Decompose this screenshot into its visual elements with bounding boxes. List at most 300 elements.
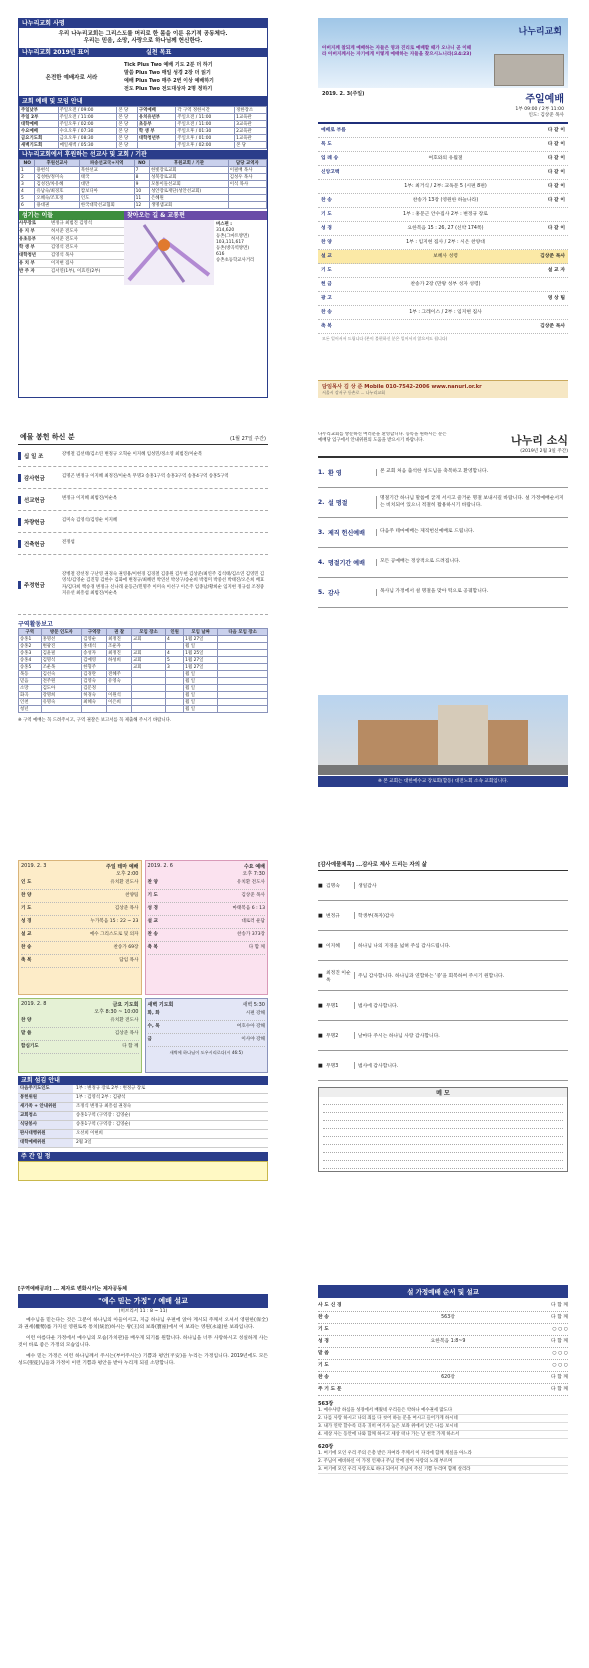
offering-names: 강병철 김선태/김소연 변정규 오혁순 이지혜 임성민/정소영 최범진/이순복	[62, 452, 203, 458]
offering-row	[18, 555, 268, 615]
service-order-item: 찬 양	[147, 880, 158, 885]
cell-cell: 1월 27일	[184, 664, 218, 671]
order-row	[318, 250, 568, 264]
order-leader	[525, 208, 565, 221]
vision-line: 우리는 믿음, 소망, 사랑으로 하나님께 헌신한다.	[83, 38, 203, 44]
serve-row	[18, 1103, 268, 1112]
order-row	[318, 222, 568, 236]
service-order-row	[21, 1015, 139, 1028]
cell-row	[19, 643, 268, 650]
cell-row	[19, 671, 268, 678]
cell-cell: 김명석	[41, 657, 82, 664]
missions-cell: 캄보디아	[79, 188, 134, 195]
staff-names: 변정규 최범진 김영석	[51, 221, 92, 226]
practice-header: 실천 목표	[143, 48, 267, 57]
missions-cell: 1	[20, 167, 35, 174]
cell-cell	[218, 650, 268, 657]
service-order-item: 찬 양	[21, 893, 32, 898]
church-address: 서울시 강서구 등촌로 ... 나누리교회	[322, 390, 385, 395]
cell-cell: 김영순	[82, 636, 107, 643]
order-content	[366, 320, 525, 333]
times-cell: 주일 2부	[20, 114, 59, 121]
order-content: 찬송가 13장 (영원한 하늘나라)	[412, 198, 479, 203]
cell-cell: 월 일	[184, 699, 218, 706]
thanks-list	[318, 871, 568, 1081]
times-cell	[137, 142, 176, 149]
cell-cell	[132, 643, 166, 650]
staff-role: 유 지 부	[19, 229, 35, 234]
page-8-family-worship	[318, 1285, 568, 1650]
cell-cell: 월 일	[184, 706, 218, 713]
denomination-caption: ※ 본 교회는 대한예수교 장로회(합동) 대전노회 소속 교회입니다.	[318, 776, 568, 787]
order-row	[318, 194, 568, 208]
staff-row	[19, 268, 124, 276]
cell-cell	[218, 692, 268, 699]
order-content: 요한복음 15 : 26, 27 (신약 174쪽)	[407, 226, 484, 231]
family-order-item: 사 도 신 경	[318, 1303, 342, 1308]
cell-head-cell: 인원	[166, 629, 184, 636]
missions-cell: 이석 목사	[228, 181, 266, 188]
order-item: 기 도	[321, 212, 332, 217]
order-leader: 다 같 이	[547, 142, 565, 147]
order-content: 1부 : 홍문근 안수집사 2부 : 변정규 장로	[403, 212, 488, 217]
cell-cell	[218, 643, 268, 650]
memo-line	[323, 1153, 563, 1161]
memo-line	[323, 1161, 563, 1169]
church-map	[124, 220, 214, 285]
times-row	[20, 128, 267, 135]
family-order-leader: 다 함 께	[551, 1303, 568, 1308]
page-6-thanks	[318, 860, 568, 1230]
worship-times-header: 교회 예배 및 모임 안내	[19, 97, 267, 106]
order-content: 여호와의 유월절	[428, 156, 463, 161]
staff-role: 유초등부	[19, 237, 36, 242]
memo-title: 메 모	[319, 1088, 567, 1097]
service-leader: 인도: 김상준 목사	[528, 113, 564, 118]
cell-cell: 변광진	[41, 643, 82, 650]
offering-row	[18, 511, 268, 533]
order-leader	[525, 236, 565, 249]
cell-row	[19, 706, 268, 713]
cell-cell	[166, 643, 184, 650]
missions-head-cell: 후원선교사	[35, 160, 79, 167]
missions-cell: 3	[20, 181, 35, 188]
service-order-item: 성 경	[147, 906, 158, 911]
news-number: 1.	[318, 469, 325, 476]
serve-value: 오선희 이현희	[76, 1131, 103, 1136]
times-cell: 정한장소	[235, 107, 267, 114]
cell-cell: 전주원	[41, 678, 82, 685]
service-order-row	[148, 1008, 266, 1021]
news-title: 나누리 소식	[511, 434, 568, 447]
worship-times-table	[19, 106, 267, 149]
service-order-item: 화, 화	[147, 1011, 160, 1016]
service-order-item: 기 도	[147, 893, 158, 898]
cell-cell	[166, 685, 184, 692]
cell-cell	[166, 692, 184, 699]
cell-cell: 1월 27일	[184, 636, 218, 643]
sunday-theme-service: 2019. 2. 3 주일 테마 예배 오후 2:00 인 도 유치환 전도사 찬 양 찬양팀 기 도 김상준 목사 성 경 누가복음 15 : 22 ~ 23 설 교 예수 그리스도로 및 의자 찬 송 찬송가 69장 축 복 담임 목사	[18, 860, 142, 995]
serve-row	[18, 1130, 268, 1139]
thanks-name: 변정규	[326, 914, 340, 919]
cell-cell	[218, 699, 268, 706]
missions-table	[19, 159, 267, 209]
thanks-header: [감사예물제목] ...감사로 제사 드리는 자의 삶	[318, 860, 568, 871]
service-order-row	[21, 1028, 139, 1041]
news-label: 환 영	[328, 470, 342, 477]
news-item	[318, 578, 568, 608]
order-row	[318, 166, 568, 180]
church-logo: 나누리교회	[518, 27, 562, 37]
sermon-header: [구역예배공과] ... 제자로 변화시키는 제자공동체	[18, 1286, 128, 1292]
staff-names: 허서준 전도사	[51, 229, 78, 234]
thanks-item	[318, 961, 568, 991]
sermon-verse: (히브리서 11 : 8 ~ 11)	[118, 1309, 168, 1314]
times-cell: 구역예배	[137, 107, 176, 114]
cell-cell	[166, 699, 184, 706]
staff-row	[19, 244, 124, 252]
service-order-row	[21, 1041, 139, 1054]
times-cell: 초등부	[137, 121, 176, 128]
cell-cell	[166, 671, 184, 678]
cell-cell: 김예영	[82, 657, 107, 664]
missions-cell: 7	[134, 167, 149, 174]
offering-type: 십 일 조	[18, 452, 62, 460]
times-row	[20, 135, 267, 142]
order-item: 성 경	[321, 226, 332, 231]
order-item: 찬 송	[321, 198, 332, 203]
cell-cell	[218, 706, 268, 713]
order-item: 묵 도	[321, 142, 332, 147]
memo-line	[323, 1097, 563, 1105]
cell-cell: 교회	[132, 664, 166, 671]
order-row	[318, 320, 568, 334]
cell-cell: 허경숙	[82, 692, 107, 699]
service-order-item: 찬 양	[21, 1018, 32, 1023]
family-order-item: 찬 송	[318, 1375, 329, 1380]
offering-week: (1월 27일 주간)	[230, 436, 266, 442]
order-row	[318, 124, 568, 138]
thanks-name: 무명2	[326, 1034, 339, 1039]
missions-cell: 모퉁이돌선교회	[150, 181, 229, 188]
order-content	[366, 124, 525, 137]
order-item: 찬 양	[321, 240, 332, 245]
cell-cell: 3	[166, 664, 184, 671]
motto-text: 온전한 예배자로 서라	[45, 74, 98, 81]
serve-role: 다음주기도인도	[18, 1085, 73, 1093]
thanks-item	[318, 991, 568, 1021]
church-building-photo	[494, 54, 564, 86]
memo-line	[323, 1137, 563, 1145]
times-cell: 대학청년부	[137, 135, 176, 142]
serve-role: 대학예배위원	[18, 1139, 73, 1147]
serve-value: 조정식 변정규 최흥섭 권경숙	[76, 1104, 132, 1109]
times-cell: 본 당	[117, 142, 138, 149]
hymn-line: 1. 여기에 모인 우리 주의 은총 받은 자여라 주께서 이 자리에 함께 계실을 아느라	[318, 1450, 568, 1458]
order-row	[318, 208, 568, 222]
times-cell: 금요오후 / 08:30	[58, 135, 117, 142]
staff-list	[19, 220, 124, 276]
vision-text	[19, 28, 267, 48]
hymn-line: 1. 예수사랑 하심을 성경에서 배웠네 우리들은 약하나 예수권세 많도다	[318, 1407, 568, 1415]
times-cell: 유치유년부	[137, 114, 176, 121]
cover-verse: 아버지께 참되게 예배하는 자들은 영과 진리로 예배할 때가 오나니 곧 이때라 아버지께서는 자기에게 이렇게 예배하는 자들을 찾으시느니라(요4:23)	[322, 46, 472, 57]
service-order-value: 찬송가 69장	[113, 945, 139, 950]
cell-cell	[132, 692, 166, 699]
cell-cell: 송홍2	[19, 643, 42, 650]
cell-cell: 최정진	[107, 650, 132, 657]
family-order-row	[318, 1360, 568, 1372]
family-order-row	[318, 1348, 568, 1360]
thanks-text: 범사에 감사합니다.	[354, 1002, 568, 1009]
cell-head-cell: 권 찰	[107, 629, 132, 636]
offering-row	[18, 489, 268, 511]
serve-role: 판사대행위원	[18, 1130, 73, 1138]
page-7-sermon	[18, 1285, 268, 1650]
cell-cell: 송성자	[82, 650, 107, 657]
cell-head-cell: 구역장	[82, 629, 107, 636]
cell-cell	[218, 685, 268, 692]
serve-row	[18, 1094, 268, 1103]
news-label: 감사	[328, 590, 340, 597]
cell-cell	[166, 706, 184, 713]
cell-cell: 홍명선	[41, 636, 82, 643]
serve-value: 송홍1구역 (구역장 : 김영순)	[76, 1122, 131, 1127]
order-content	[366, 292, 525, 305]
thanks-name: 무명1	[326, 1004, 339, 1009]
missions-row	[20, 167, 267, 174]
order-leader	[525, 306, 565, 319]
missions-row	[20, 174, 267, 181]
service-order-value: 찬송가 373장	[237, 932, 265, 937]
missions-head-cell: NO	[20, 160, 35, 167]
times-row	[20, 114, 267, 121]
times-cell: 주일오후 / 01:00	[176, 135, 235, 142]
memo-line	[323, 1145, 563, 1153]
order-leader: 다 같 이	[547, 128, 565, 133]
order-leader: 다 같 이	[547, 156, 565, 161]
offering-type: 감사헌금	[18, 474, 62, 482]
thanks-name: 무명3	[326, 1064, 339, 1069]
thanks-text: 주님 감사합니다. 하나님과 연합하는 '중'을 회복하여 주시기 원합니다.	[354, 972, 568, 979]
service-order-item: 찬 송	[147, 932, 158, 937]
family-order-item: 기 도	[318, 1363, 329, 1368]
service-times: 1부 09:00 / 2부 11:00	[515, 107, 564, 112]
news-label: 제직 헌신예배	[328, 530, 365, 537]
missions-row	[20, 195, 267, 202]
cell-report-title: 구역활동보고	[18, 621, 53, 628]
order-item: 예배로 부름	[321, 128, 346, 133]
hymn-line: 2. 나를 사랑 하시고 나의 죄를 다 씻어 하늘 문을 여시고 들어가게 하시네	[318, 1415, 568, 1423]
cell-cell: 1월 25일	[184, 650, 218, 657]
church-building-icon	[318, 695, 568, 775]
order-row	[318, 292, 568, 306]
missions-cell	[228, 188, 266, 195]
service-order	[21, 1015, 139, 1054]
friday-prayer: 2019. 2. 8 금요 기도회 오후 8:30 ~ 10:00 찬 양 유치환 전도사 말 씀 김상준 목사 합심기도 다 함 께	[18, 998, 142, 1073]
service-order-item: 성 경	[21, 919, 32, 924]
thanks-name: 최정진 이순옥	[326, 970, 351, 983]
service-order-value: 김상준 목사	[241, 893, 265, 898]
missions-cell: 태국	[79, 174, 134, 181]
missions-row	[20, 188, 267, 195]
cell-cell: 화곡	[19, 692, 42, 699]
missions-cell: 4	[20, 188, 35, 195]
service-order-value: 누가복음 15 : 22 ~ 23	[90, 919, 139, 924]
service-date: 2019. 2. 3(주일)	[322, 91, 365, 97]
service-order-value: 유치환 전도사	[236, 880, 265, 885]
cell-cell: 이은희	[107, 699, 132, 706]
cell-cell: 최정진	[107, 636, 132, 643]
hymn-line: 4. 세상 사는 동안에 나와 함께 하시고 세상 떠나 가는 날 천국 가게 하소서	[318, 1431, 568, 1439]
cell-cell: 송홍1	[19, 636, 42, 643]
serve-role: 봉헌위원	[18, 1094, 73, 1102]
family-order-leader: 다 함 께	[551, 1375, 568, 1380]
family-order-item: 찬 송	[318, 1315, 329, 1320]
times-cell: 본 당	[117, 114, 138, 121]
thanks-name: 이지혜	[326, 944, 340, 949]
missions-cell: 김성진/차유혜	[35, 181, 79, 188]
times-cell: 본 당	[117, 135, 138, 142]
cell-head-cell: 다음 모임 장소	[218, 629, 268, 636]
times-cell: 본 당	[117, 128, 138, 135]
order-content: 1부 : 그레이스 / 2부 : 임지현 집사	[409, 310, 482, 315]
family-order-row	[318, 1372, 568, 1384]
family-order-leader: ○ ○ ○	[552, 1327, 568, 1332]
order-item: 설 교	[321, 254, 332, 259]
memo-line	[323, 1105, 563, 1113]
times-cell: 본 당	[235, 142, 267, 149]
order-item: 찬 송	[321, 310, 332, 315]
missions-cell: 한국대학선교협회	[79, 202, 134, 209]
times-cell: 본 당	[117, 107, 138, 114]
cover-banner	[318, 18, 568, 88]
service-order-value: 시편 강해	[245, 1011, 265, 1016]
news-text: 목사님 가정에서 설 명절을 맞아 떡으로 공궤합니다.	[376, 589, 568, 596]
cell-cell	[107, 706, 132, 713]
offering-names: 전정섭	[62, 540, 75, 546]
family-order-leader: ○ ○ ○	[552, 1351, 568, 1356]
cell-cell: 목동	[19, 671, 42, 678]
offering-row	[18, 467, 268, 489]
missions-cell: 용현석	[35, 167, 79, 174]
service-order-row	[21, 890, 139, 903]
times-cell: 수요예배	[20, 128, 59, 135]
cell-cell: 한형주	[82, 664, 107, 671]
times-cell: 주일오전 / 11:00	[176, 114, 235, 121]
cell-cell: 송홍5	[19, 664, 42, 671]
times-cell: 주일오후 / 02:00	[176, 142, 235, 149]
news-item	[318, 548, 568, 578]
times-cell: 매일새벽 / 05:30	[58, 142, 117, 149]
family-order-leader: 다 함 께	[551, 1339, 568, 1344]
family-order-content	[368, 1360, 528, 1371]
dawn-prayer: 새벽 기도회 새벽 5:30 화, 화 시편 강해 수, 목 여호수아 강해 금 이사야 강해 새벽에 하나님이 도우시리로다(시 46:5)	[145, 998, 269, 1073]
offering-type: 선교헌금	[18, 496, 62, 504]
times-cell: 주일오후 / 02:00	[58, 121, 117, 128]
family-worship-order	[318, 1300, 568, 1396]
cell-row	[19, 650, 268, 657]
offering-names: 변정규 이지혜 최범진/이순옥	[62, 496, 118, 502]
missions-cell: 이필배 목사	[228, 167, 266, 174]
service-order-row	[148, 942, 266, 955]
staff-names: 김서연(1부), 이효린(2부)	[51, 269, 101, 274]
order-row	[318, 306, 568, 320]
hymn-line: 2. 주님이 예비하신 이 가정 언제나 주님 안에 살아 사랑의 노래 부르며	[318, 1458, 568, 1466]
service-order-item: 축 복	[21, 958, 32, 963]
cell-row	[19, 678, 268, 685]
order-item: 신앙고백	[321, 170, 340, 175]
cell-row	[19, 685, 268, 692]
order-content: 1부 : 임지현 집사 / 2부 : 시온 찬양대	[406, 240, 485, 245]
page-2-bulletin-cover	[318, 18, 568, 398]
times-row	[20, 121, 267, 128]
thanks-text: 생일감사	[354, 882, 568, 889]
sermon-paragraph: 예수님을 믿는다는 것은 그분이 하나님의 아들이시고, 지금 하나님 우편에 앉아 계시되 주께서 오셔서 영원한(保全)과 권세(權勢)를 가지신 영원토록 통치(統治)하시는 왕(王)의 보좌(寶座)에서 이 보좌는 영원(永遠)한 보좌입니다.	[18, 1318, 268, 1330]
news-item	[318, 518, 568, 548]
missions-cell: 6	[20, 202, 35, 209]
service-order-value: 다 함 께	[248, 945, 265, 950]
missions-head-cell: 후원교회 / 기관	[150, 160, 229, 167]
order-leader: 김상준 목사	[540, 324, 565, 329]
missions-cell: 10	[134, 188, 149, 195]
offering-type: 차량헌금	[18, 518, 62, 526]
cell-cell: 교회	[132, 650, 166, 657]
cell-cell	[218, 671, 268, 678]
cell-cell	[107, 685, 132, 692]
thanks-text: 날마다 주시는 하나님 사랑 감사합니다.	[354, 1032, 568, 1039]
staff-row	[19, 260, 124, 268]
thanks-text: 범사에 감사합니다.	[354, 1062, 568, 1069]
page-5-schedule	[18, 860, 268, 1205]
service-order-value: 마태복음 6 : 13	[232, 906, 265, 911]
page-1	[18, 18, 268, 398]
staff-names: 허서준 전도사	[51, 237, 78, 242]
staff-row	[19, 252, 124, 260]
times-cell: 1교육관	[235, 114, 267, 121]
cell-cell: 조운목	[41, 664, 82, 671]
service-order-value: 김상준 목사	[114, 1031, 139, 1036]
service-order-row	[21, 929, 139, 942]
missions-cell: 11	[134, 195, 149, 202]
family-order-content	[368, 1324, 528, 1335]
news-text: 명절기간 하나님 말씀에 굳게 서시고 즐거운 명절 보내시길 바랍니다. 설 가정예배순서지는 비치되어 있으니 적절히 활용하시기 바랍니다.	[376, 496, 568, 509]
practice-item: Tick Plus Two 예배 기도 2분 더 하기	[124, 61, 213, 68]
order-item	[321, 180, 366, 193]
cell-cell: 월 일	[184, 692, 218, 699]
cell-cell: 하성희	[107, 657, 132, 664]
thanks-name: 김명숙	[326, 884, 340, 889]
sermon-paragraph: 이런 아름다운 가정에서 예수님의 모습(가치관)을 배우게 되기를 원합니다. 하나님을 너무 사랑하시고 성실하게 사는 것이 바로 좋은 가정의 모습입니다.	[18, 1336, 268, 1348]
cell-cell: 송홍3	[19, 650, 42, 657]
order-leader: 다 같 이	[547, 184, 565, 189]
motto-header: 나누리교회 2019년 표어	[19, 48, 143, 57]
missions-cell: 유남숙/최경호	[35, 188, 79, 195]
news-text: 다음주 테마예배는 제직헌신예배로 드립니다.	[376, 529, 568, 536]
cell-head-cell: 방문 인도자	[41, 629, 82, 636]
cell-cell	[218, 664, 268, 671]
practice-item: 예배 Plus Two 매주 2번 이상 예배하기	[124, 77, 214, 84]
news-item	[318, 488, 568, 518]
times-cell: 수요오후 / 07:30	[58, 128, 117, 135]
thanks-item	[318, 901, 568, 931]
service-order-item: 찬 송	[21, 945, 32, 950]
missions-cell: 성북장로교회	[150, 174, 229, 181]
missions-cell: 북한선교	[79, 167, 134, 174]
practice-item: 전도 Plus Two 전도대상자 2명 정하기	[124, 85, 213, 92]
cell-cell: 김윤필	[41, 650, 82, 657]
service-order-value: 김상준 목사	[114, 906, 139, 911]
